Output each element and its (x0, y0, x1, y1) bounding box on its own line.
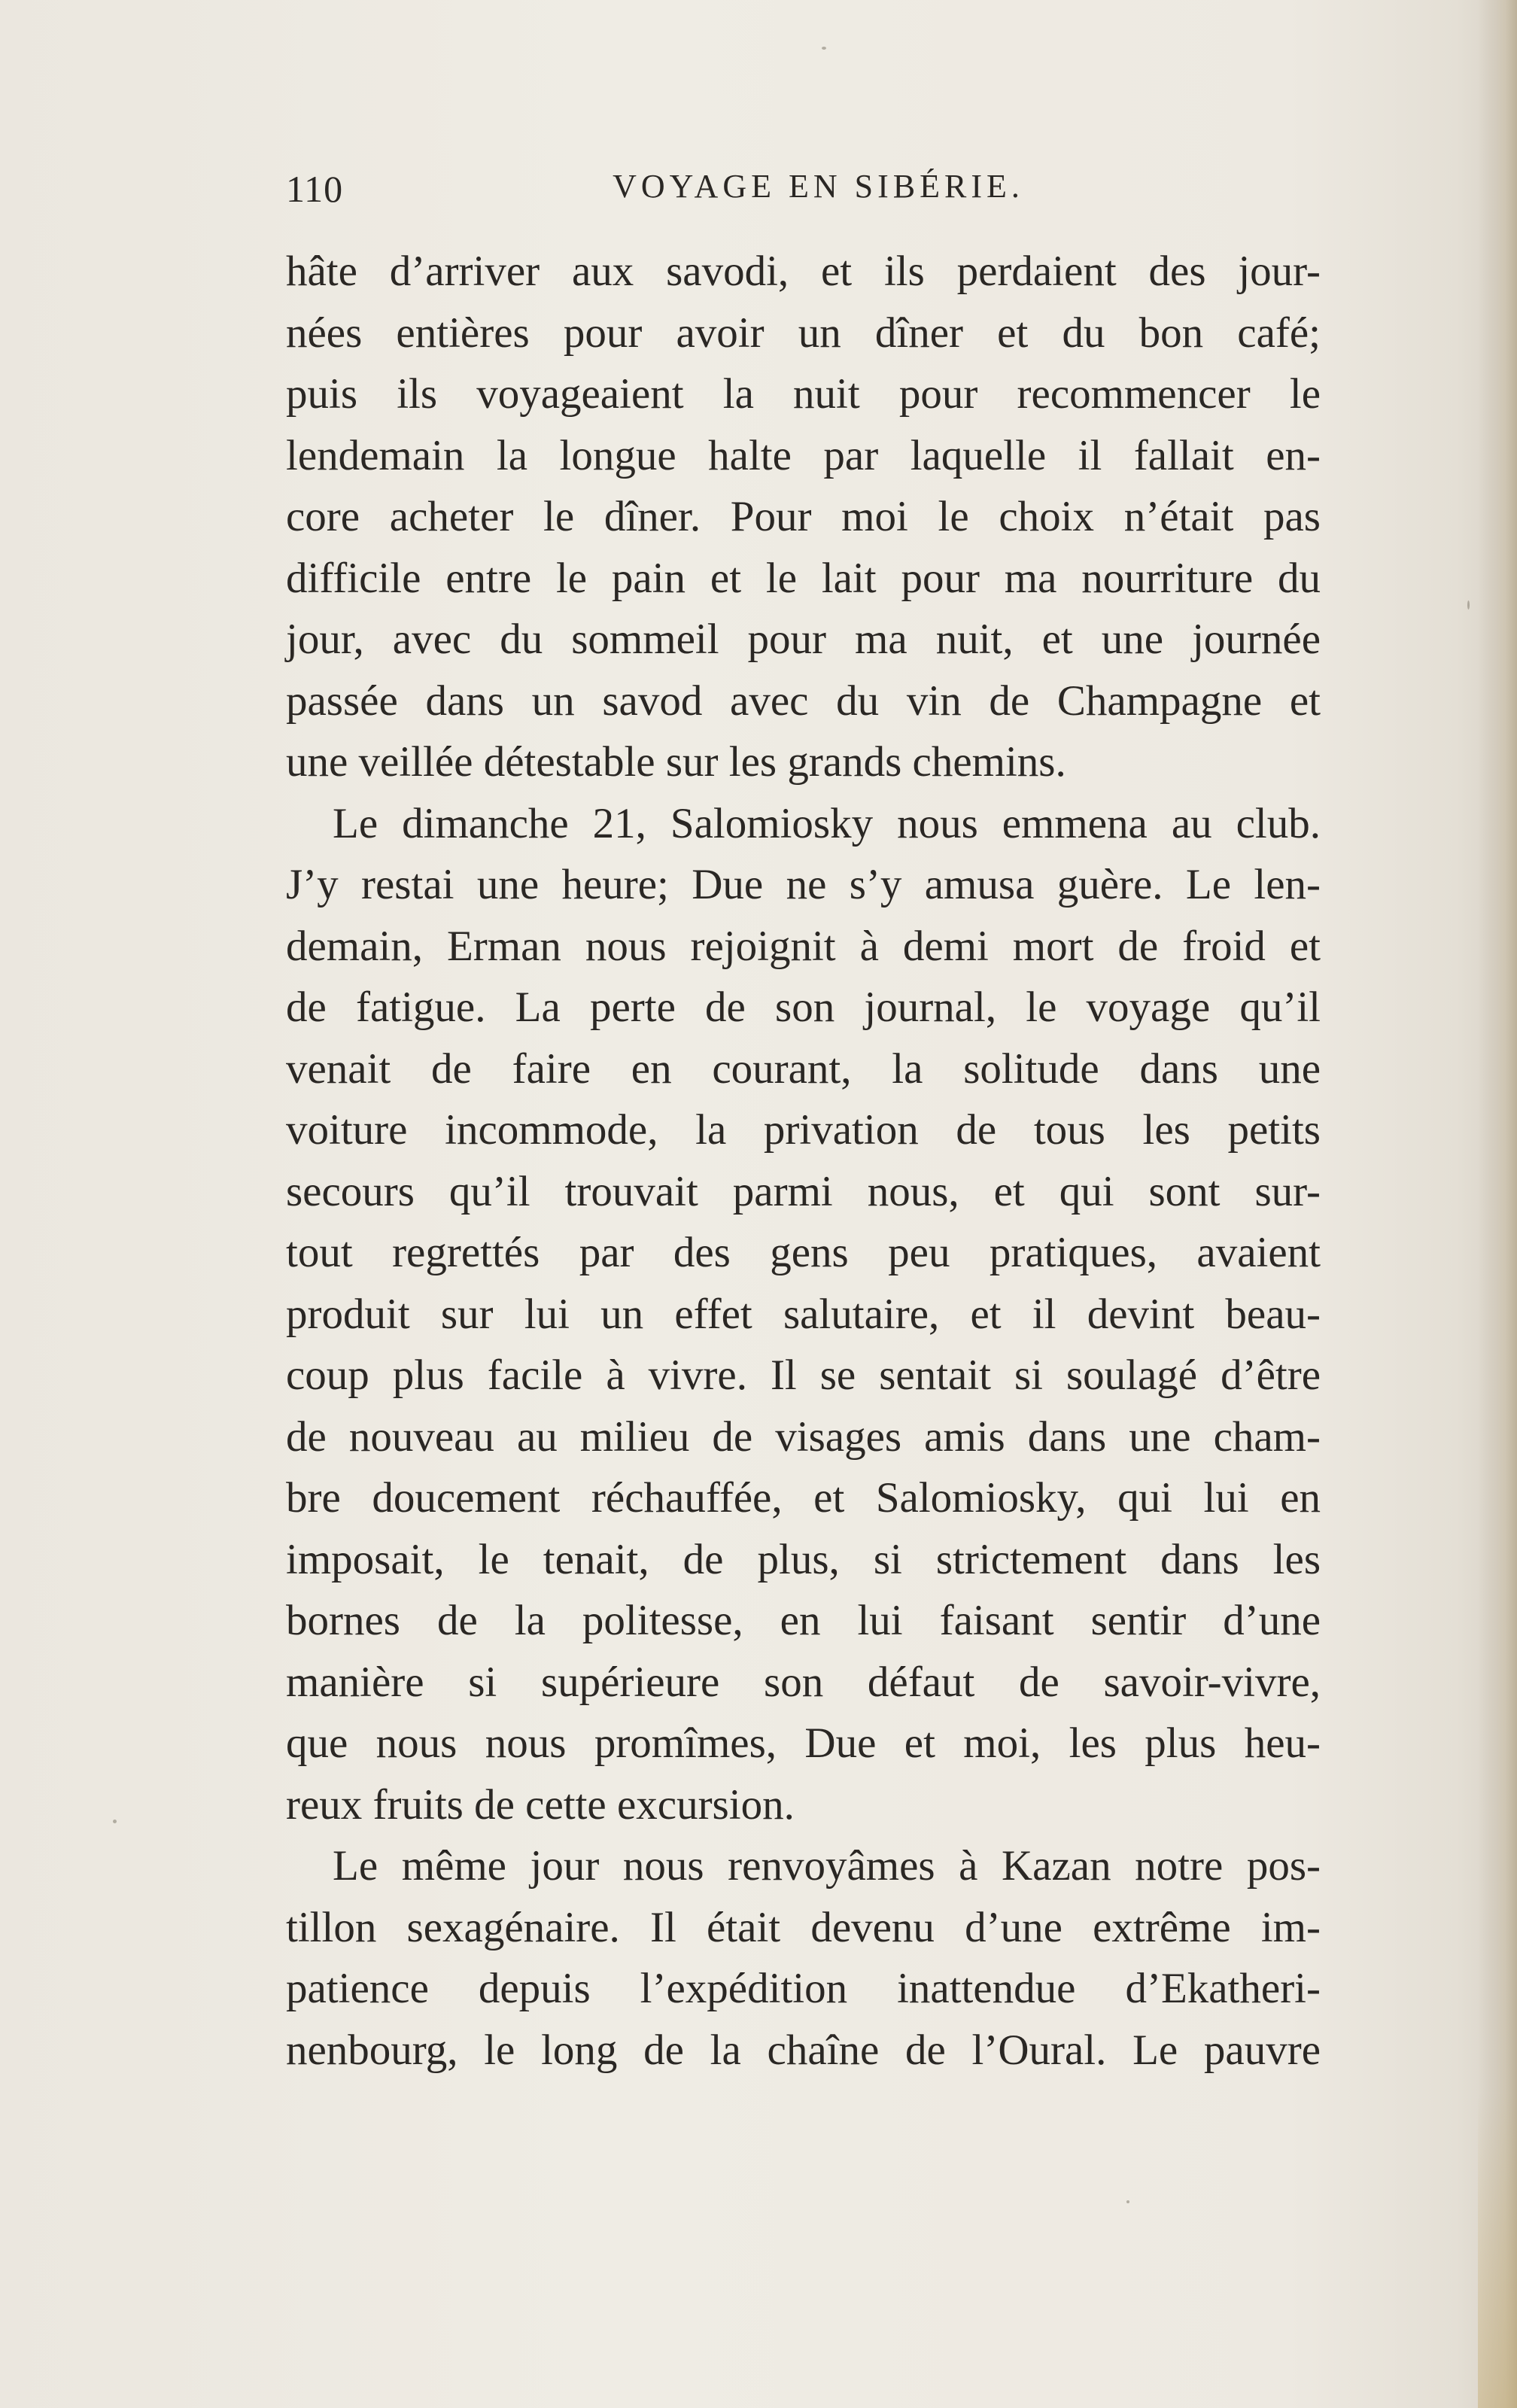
page-number: 110 (286, 168, 344, 210)
text-line: core acheter le dîner. Pour moi le choix n’était pas (286, 493, 1321, 540)
text-line: de fatigue. La perte de son journal, le voyage qu’il (286, 984, 1321, 1031)
text-line: tout regrettés par des gens peu pratiques, avaient (286, 1229, 1321, 1276)
text-line: lendemain la longue halte par laquelle il fallait en- (286, 431, 1321, 479)
text-line: bornes de la politesse, en lui faisant sentir d’une (286, 1597, 1321, 1644)
text-line: imposait, le tenait, de plus, si strictement dans les (286, 1535, 1321, 1583)
text-line: manière si supérieure son défaut de savoir-vivre, (286, 1658, 1321, 1706)
paper-speck (113, 1820, 117, 1823)
text-line: bre doucement réchauffée, et Salomiosky, qui lui en (286, 1474, 1321, 1522)
text-line: de nouveau au milieu de visages amis dans une cham- (286, 1412, 1321, 1461)
text-line: hâte d’arriver aux savodi, et ils perdaient des jour- (286, 248, 1321, 295)
running-title: VOYAGE EN SIBÉRIE. (613, 168, 1024, 205)
text-line: Le dimanche 21, Salomiosky nous emmena au club. (333, 799, 1321, 847)
text-line: reux fruits de cette excursion. (286, 1780, 795, 1829)
text-line: une veillée détestable sur les grands chemins. (286, 738, 1066, 786)
text-line: puis ils voyageaient la nuit pour recommencer le (286, 370, 1321, 418)
page-edge-shadow (1478, 0, 1517, 2408)
text-line: difficile entre le pain et le lait pour ma nourriture du (286, 554, 1321, 602)
text-line: passée dans un savod avec du vin de Champagne et (286, 676, 1321, 725)
text-line: Le même jour nous renvoyâmes à Kazan notre pos- (333, 1842, 1321, 1890)
text-line: tillon sexagénaire. Il était devenu d’une extrême im- (286, 1903, 1321, 1951)
text-line: voiture incommode, la privation de tous les petits (286, 1106, 1321, 1154)
text-line: secours qu’il trouvait parmi nous, et qui sont sur- (286, 1167, 1321, 1215)
running-header (286, 167, 1321, 220)
page-edge-stain (1478, 2092, 1517, 2408)
text-line: coup plus facile à vivre. Il se sentait si soulagé d’être (286, 1351, 1321, 1399)
paper-speck (1467, 600, 1470, 610)
text-line: jour, avec du sommeil pour ma nuit, et une journée (286, 616, 1321, 663)
text-line: demain, Erman nous rejoignit à demi mort de froid et (286, 922, 1321, 970)
paper-speck (1126, 2200, 1129, 2203)
text-line: produit sur lui un effet salutaire, et il devint beau- (286, 1290, 1321, 1338)
text-line: patience depuis l’expédition inattendue d’Ekatheri- (286, 1965, 1321, 2012)
text-line: que nous nous promîmes, Due et moi, les plus heu- (286, 1719, 1321, 1767)
body-text (286, 241, 1321, 2081)
text-line: J’y restai une heure; Due ne s’y amusa guère. Le len- (286, 861, 1321, 908)
text-line: venait de faire en courant, la solitude dans une (286, 1044, 1321, 1093)
text-line: nées entières pour avoir un dîner et du bon café; (286, 309, 1321, 357)
text-line: nenbourg, le long de la chaîne de l’Oural. Le pauvre (286, 2026, 1321, 2074)
paper-speck (822, 47, 826, 50)
